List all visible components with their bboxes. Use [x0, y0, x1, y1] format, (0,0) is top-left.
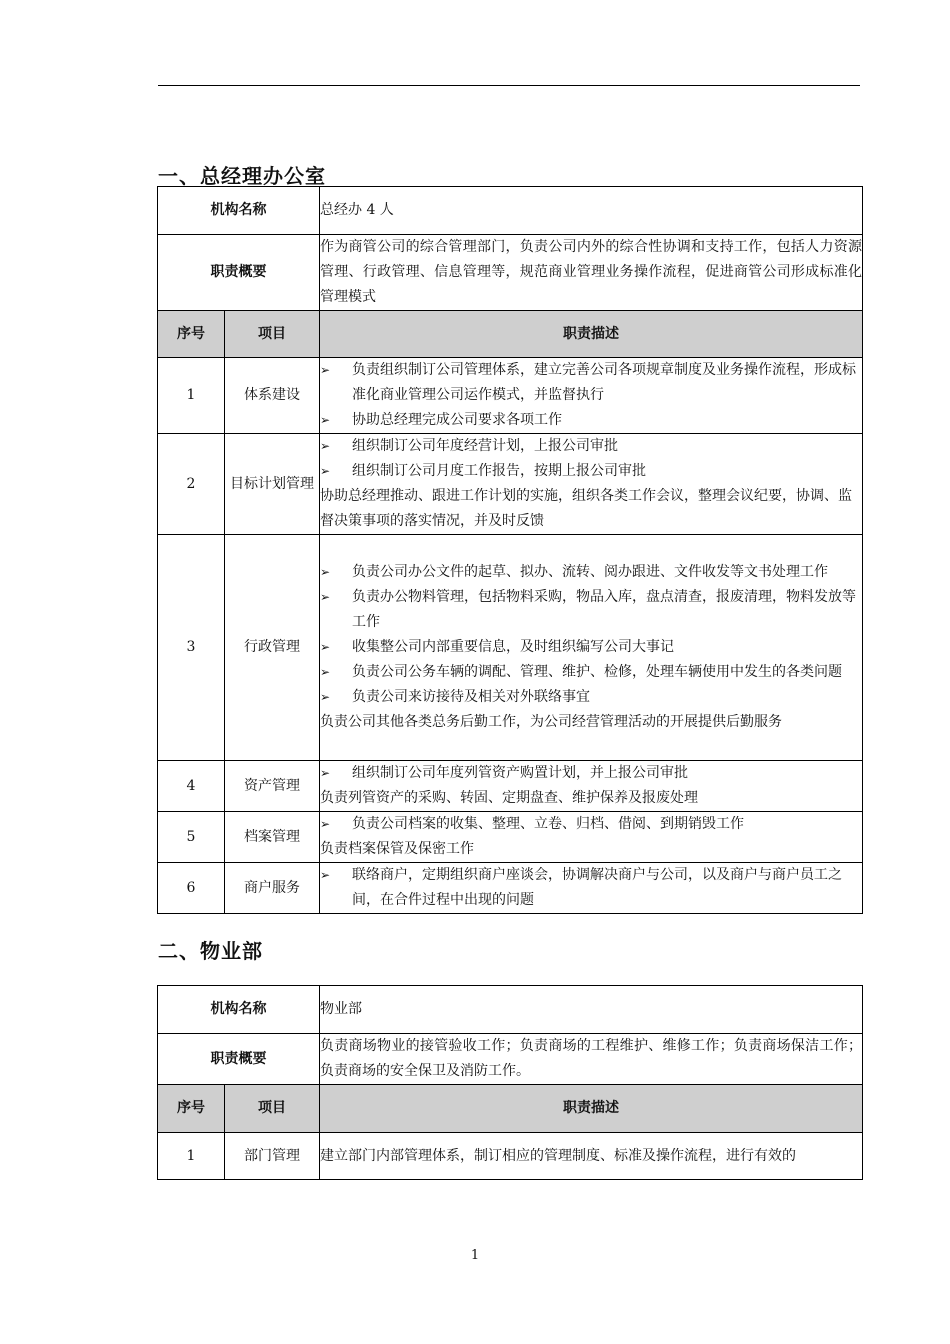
duty-bullet-text: 组织制订公司年度列管资产购置计划，并上报公司审批: [352, 765, 688, 781]
duty-row-item: 商户服务: [225, 863, 320, 914]
col-header-item: 项目: [225, 311, 320, 358]
duty-row-description: [320, 434, 863, 535]
arrow-bullet-icon: ➢: [320, 413, 331, 427]
duty-row-number: 2: [158, 434, 225, 535]
summary-value: 作为商管公司的综合管理部门，负责公司内外的综合性协调和支持工作，包括人力资源管理、行政管理、信息管理等，规范商业管理业务操作流程，促进商管公司形成标准化管理模式: [320, 235, 863, 311]
duty-row-description: [320, 358, 863, 434]
duty-bullet: [320, 761, 862, 786]
duty-row-number: 6: [158, 863, 225, 914]
duty-plain-text: 协助总经理推动、跟进工作计划的实施，组织各类工作会议，整理会议纪要，协调、监督决策事项的落实情况，并及时反馈: [320, 488, 852, 529]
duty-bullet-text: 负责公司来访接待及相关对外联络事宜: [352, 689, 590, 705]
duty-plain-text: 负责公司其他各类总务后勤工作，为公司经营管理活动的开展提供后勤服务: [320, 714, 782, 730]
duty-row: [158, 761, 863, 812]
header-rule: [158, 85, 860, 86]
column-header-row: [158, 1085, 863, 1133]
duty-bullet: [320, 635, 862, 660]
org-name-value: 物业部: [320, 986, 863, 1034]
col-header-item: 项目: [225, 1085, 320, 1133]
duty-row: [158, 812, 863, 863]
arrow-bullet-icon: ➢: [320, 439, 331, 453]
col-header-desc: 职责描述: [320, 1085, 863, 1133]
section-heading-gm-office: 一、总经理办公室: [158, 164, 326, 188]
column-header-row: [158, 311, 863, 358]
duty-row-item: 部门管理: [225, 1133, 320, 1180]
summary-row: [158, 1034, 863, 1085]
duty-row-description: [320, 812, 863, 863]
col-header-desc: 职责描述: [320, 311, 863, 358]
duty-row-description: [320, 863, 863, 914]
duty-bullet-text: 联络商户，定期组织商户座谈会，协调解决商户与公司，以及商户与商户员工之间，在合件过程中出现的问题: [352, 867, 842, 908]
duty-bullet: [320, 863, 862, 913]
duty-plain-text: 建立部门内部管理体系，制订相应的管理制度、标准及操作流程，进行有效的: [320, 1147, 796, 1164]
duty-row-number: 5: [158, 812, 225, 863]
summary-row: [158, 235, 863, 311]
duty-row-number: 1: [158, 1133, 225, 1180]
duty-bullet-text: 负责公司公务车辆的调配、管理、维护、检修，处理车辆使用中发生的各类问题: [352, 664, 842, 680]
col-header-no: 序号: [158, 1085, 225, 1133]
duty-bullet: [320, 660, 862, 685]
duty-bullet: [320, 358, 862, 408]
duty-bullet: [320, 459, 862, 484]
property-dept-duty-table: [157, 985, 863, 1180]
duty-row-description: [320, 535, 863, 761]
property-dept-duty-rows: [158, 1133, 863, 1180]
duty-row-number: 3: [158, 535, 225, 761]
duty-row-number: 1: [158, 358, 225, 434]
duty-bullet-text: 收集整公司内部重要信息，及时组织编写公司大事记: [352, 639, 674, 655]
arrow-bullet-icon: ➢: [320, 766, 331, 780]
arrow-bullet-icon: ➢: [320, 665, 331, 679]
duty-bullet-text: 协助总经理完成公司要求各项工作: [352, 412, 562, 428]
duty-row: [158, 358, 863, 434]
org-name-value: 总经办 4 人: [320, 187, 863, 235]
duty-bullet: [320, 585, 862, 635]
gm-office-duty-rows: [158, 358, 863, 914]
duty-plain-text: 负责列管资产的采购、转固、定期盘查、维护保养及报废处理: [320, 790, 698, 806]
duty-bullet: [320, 434, 862, 459]
col-header-no: 序号: [158, 311, 225, 358]
page-number: 1: [470, 1248, 480, 1263]
org-name-row: [158, 187, 863, 235]
arrow-bullet-icon: ➢: [320, 640, 331, 654]
arrow-bullet-icon: ➢: [320, 817, 331, 831]
duty-bullet-text: 负责组织制订公司管理体系，建立完善公司各项规章制度及业务操作流程，形成标准化商业管理公司运作模式，并监督执行: [352, 362, 856, 403]
gm-office-duty-table: [157, 186, 863, 914]
duty-bullet: [320, 685, 862, 710]
duty-row: [158, 863, 863, 914]
org-name-label: 机构名称: [158, 187, 320, 235]
section-heading-property-dept: 二、物业部: [158, 939, 263, 963]
duty-bullet-text: 组织制订公司月度工作报告，按期上报公司审批: [352, 463, 646, 479]
org-name-label: 机构名称: [158, 986, 320, 1034]
org-name-row: [158, 986, 863, 1034]
duty-row-item: 资产管理: [225, 761, 320, 812]
duty-bullet: [320, 560, 862, 585]
duty-row-item: 体系建设: [225, 358, 320, 434]
duty-row: [158, 434, 863, 535]
duty-row: [158, 535, 863, 761]
arrow-bullet-icon: ➢: [320, 590, 331, 604]
arrow-bullet-icon: ➢: [320, 565, 331, 579]
duty-bullet-text: 组织制订公司年度经营计划，上报公司审批: [352, 438, 618, 454]
duty-row-number: 4: [158, 761, 225, 812]
duty-row: [158, 1133, 863, 1180]
duty-row-item: 目标计划管理: [225, 434, 320, 535]
duty-row-item: 档案管理: [225, 812, 320, 863]
duty-row-description: [320, 1133, 863, 1180]
arrow-bullet-icon: ➢: [320, 464, 331, 478]
duty-plain-text: 负责档案保管及保密工作: [320, 841, 474, 857]
duty-row-description: [320, 761, 863, 812]
summary-label: 职责概要: [158, 235, 320, 311]
arrow-bullet-icon: ➢: [320, 690, 331, 704]
summary-value: 负责商场物业的接管验收工作；负责商场的工程维护、维修工作；负责商场保洁工作；负责商场的安全保卫及消防工作。: [320, 1034, 863, 1085]
duty-bullet-text: 负责公司办公文件的起草、拟办、流转、阅办跟进、文件收发等文书处理工作: [352, 564, 828, 580]
duty-row-item: 行政管理: [225, 535, 320, 761]
arrow-bullet-icon: ➢: [320, 363, 331, 377]
duty-bullet: [320, 812, 862, 837]
arrow-bullet-icon: ➢: [320, 868, 331, 882]
duty-bullet-text: 负责公司档案的收集、整理、立卷、归档、借阅、到期销毁工作: [352, 816, 744, 832]
duty-bullet: [320, 408, 862, 433]
summary-label: 职责概要: [158, 1034, 320, 1085]
duty-bullet-text: 负责办公物料管理，包括物料采购，物品入库，盘点清查，报废清理，物料发放等工作: [352, 589, 856, 630]
